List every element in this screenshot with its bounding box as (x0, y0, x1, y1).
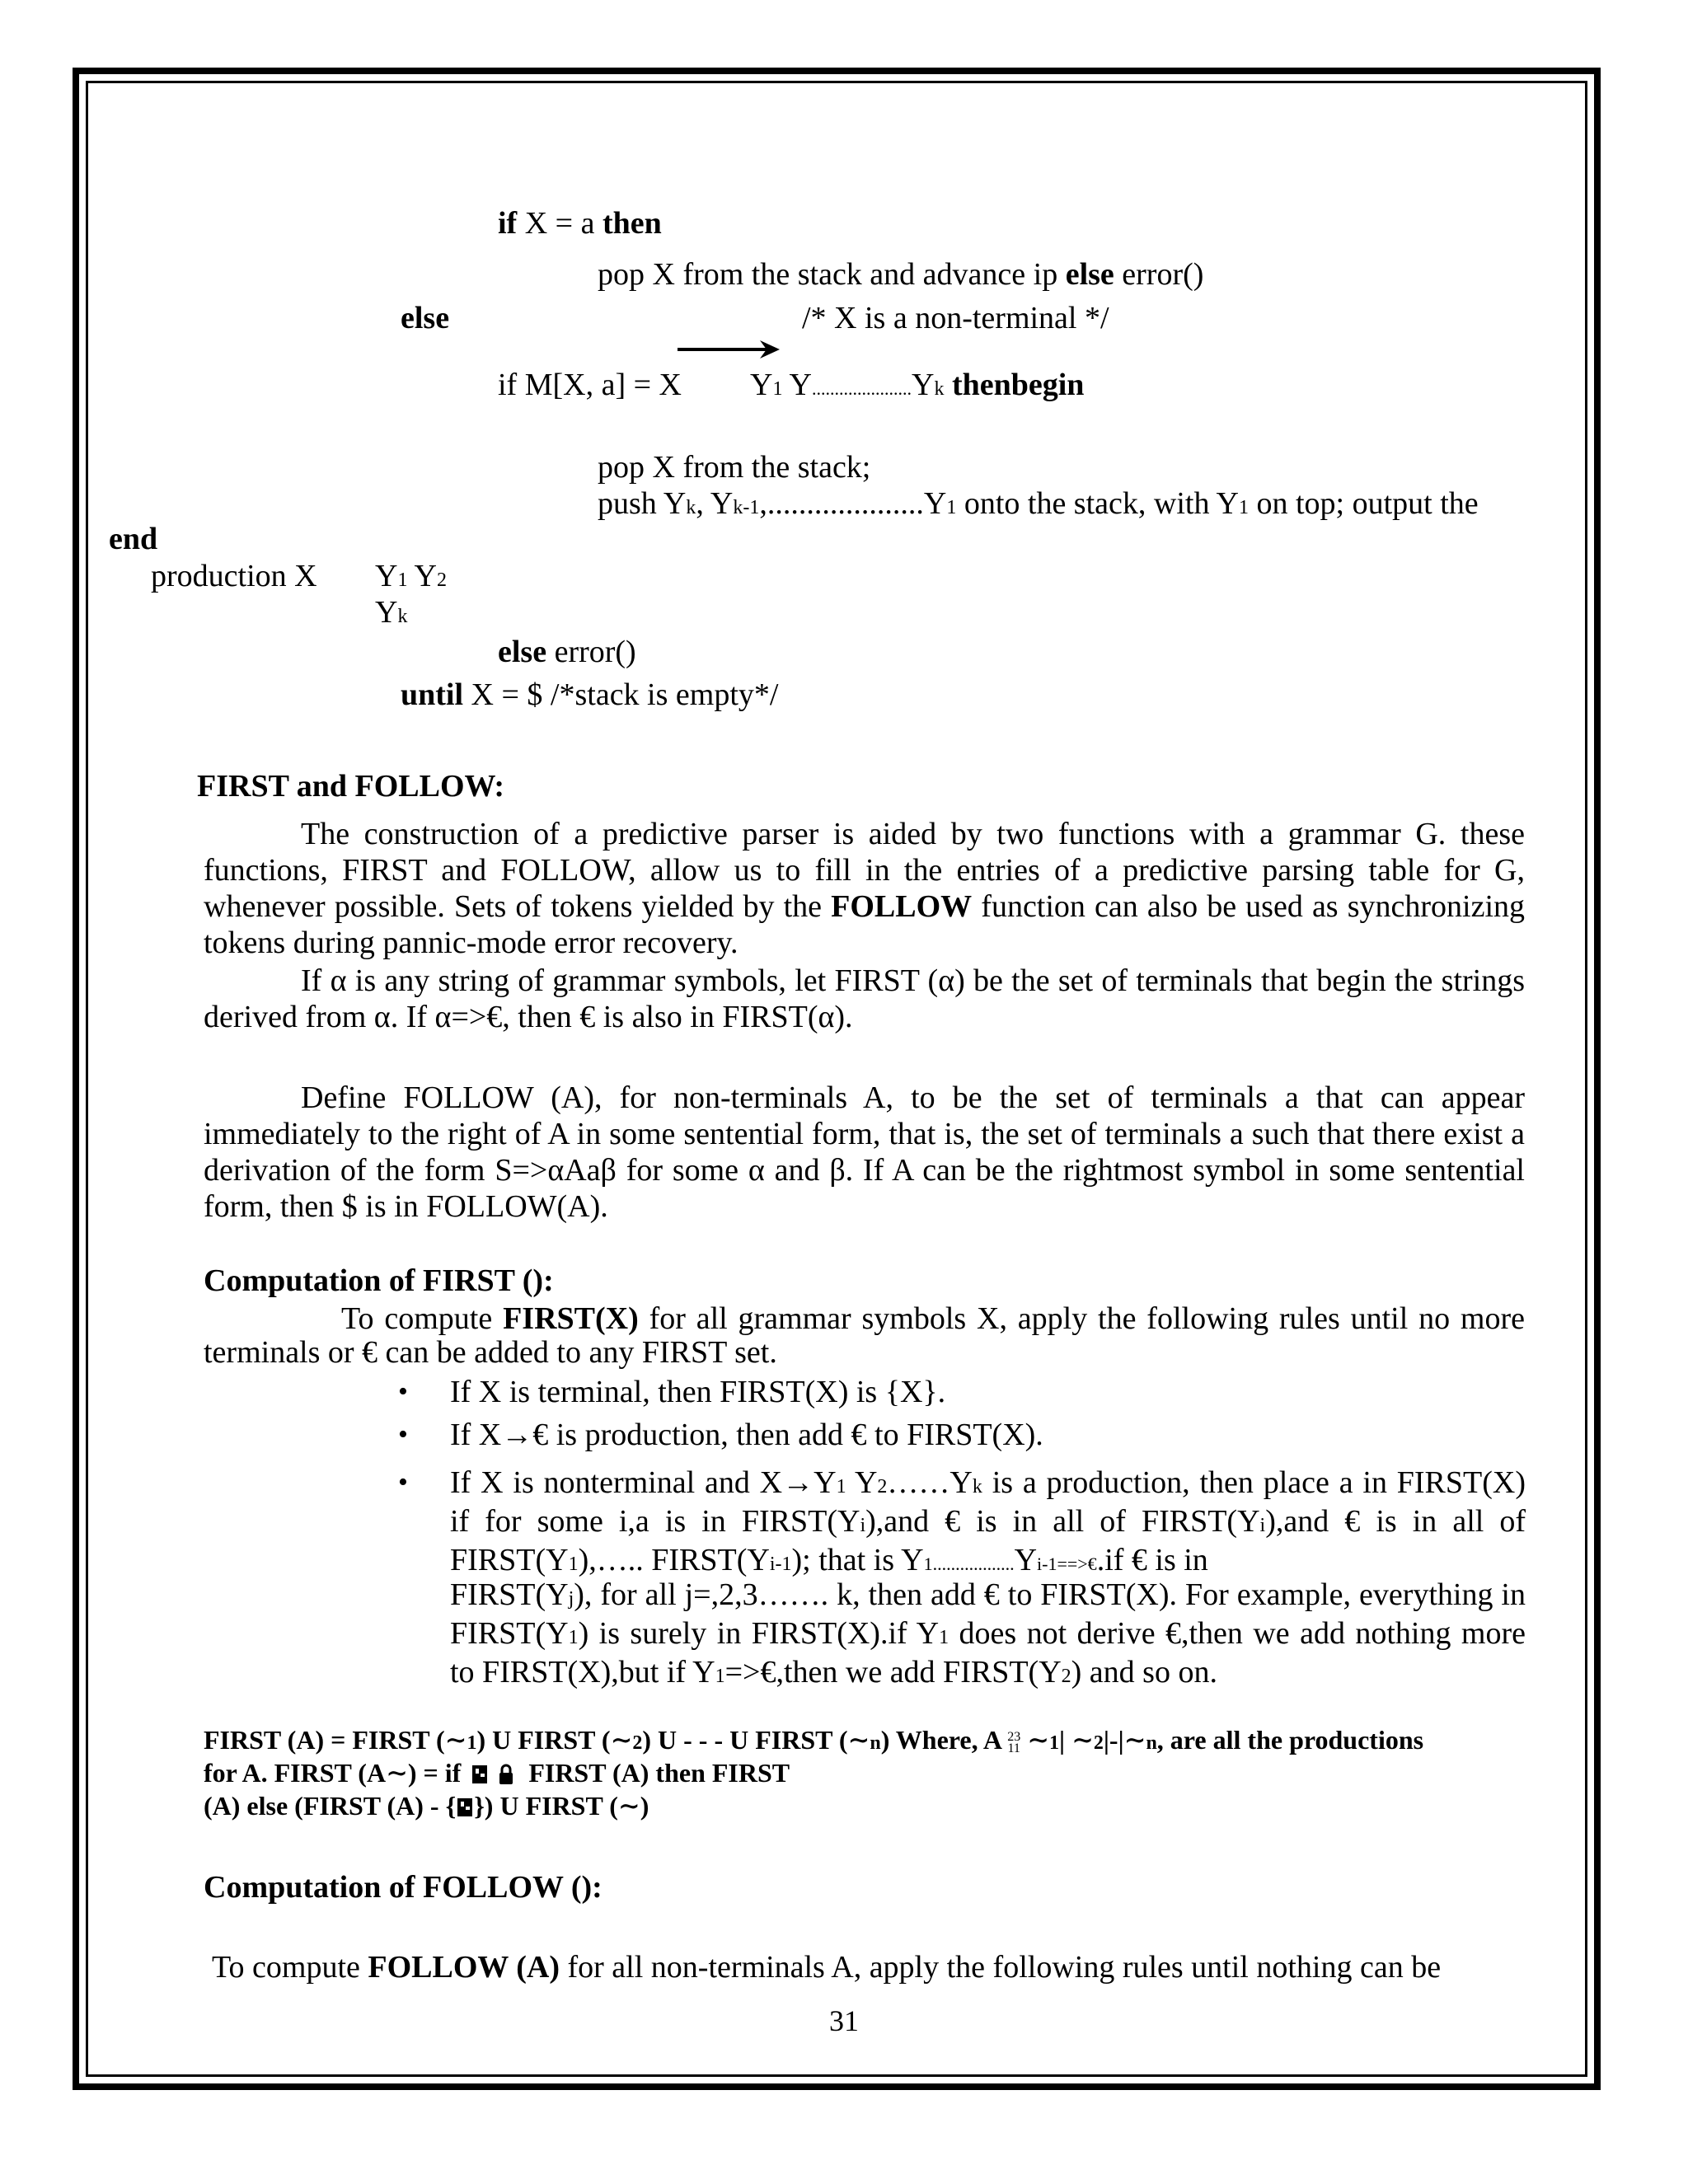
until-keyword: until (401, 677, 464, 712)
b3-i: Y (1014, 1543, 1038, 1577)
para1-text-b: function can also be used as synchronizing tokens during pannic-mode error recovery. (204, 889, 1525, 960)
para1-bold: FOLLOW (831, 889, 973, 924)
b3-s1f: 1 (715, 1666, 725, 1687)
prod-yk: Y (375, 595, 398, 630)
tilde-symbol: ∼ (617, 1791, 640, 1821)
b3-a: If X is nonterminal and X→Y (450, 1465, 837, 1500)
section-heading-computation-follow: Computation of FOLLOW (): (204, 1870, 603, 1905)
f1-s4: 1 (1049, 1732, 1060, 1754)
error-call: error() (1114, 257, 1204, 292)
push-text-d: onto the stack, with Y (956, 486, 1239, 521)
push-sub-k1: k-1 (733, 497, 760, 518)
bullet-item-epsilon: If X→€ is production, then add € to FIRST(X). (450, 1418, 1043, 1452)
section-heading-computation-first: Computation of FIRST (): (204, 1263, 554, 1298)
thenbegin-keyword: thenbegin (944, 368, 1085, 402)
algo-if-line (498, 206, 662, 242)
first-intro-a: To compute (341, 1301, 504, 1336)
para1-text-a: The construction of a predictive parser is aided by two functions with a grammar G. these functions, FIRST and FOLLOW, allow us to fill in the entries of a predictive parsing table for G, whenever possible. Sets of tokens yielded by the (204, 817, 1525, 924)
push-sub-1: 1 (946, 497, 957, 518)
f1-d: ) Where, A (880, 1725, 1008, 1755)
y1: Y (750, 368, 773, 402)
paragraph-follow-definition: Define FOLLOW (A), for non-terminals A, to be the set of terminals a that can appear immediately to the right of A in some sentential form, that is, the set of terminals a such that there exist a derivation of the form S=>αAaβ for some α and β. If A can be the rightmost symbol in some sentential form, then $ is in FOLLOW(A). (204, 1080, 1525, 1224)
b3-s1b: 1 (568, 1554, 579, 1575)
tilde-symbol: ∼ (1123, 1725, 1146, 1755)
f1-c: ) U - - - U FIRST ( (642, 1725, 848, 1755)
paragraph-intro (204, 816, 1525, 961)
end-keyword: end (109, 522, 158, 556)
paragraph-first-definition: If α is any string of grammar symbols, let FIRST (α) be the set of terminals that begin the strings derived from α. If α=>€, then € is also in FIRST(α). (204, 963, 1525, 1034)
paragraph-first-intro (204, 1302, 1525, 1370)
b3-sj: j (568, 1588, 574, 1610)
push-text-c: ,....................Y (759, 486, 947, 521)
algo-production-rhs (750, 368, 1084, 404)
algo-if-m-line (498, 368, 682, 404)
push-sub-1b: 1 (1238, 497, 1249, 518)
f1-sub11: 11 (1007, 1741, 1020, 1755)
tilde-symbol: ∼ (610, 1725, 633, 1755)
prod-yk-sub: k (397, 606, 408, 627)
lock-icon (497, 1762, 515, 1787)
tilde-symbol: ∼ (847, 1725, 870, 1755)
tilde-symbol: ∼ (1027, 1725, 1050, 1755)
y1-sub: 1 (772, 378, 783, 400)
garbled-glyph-icon (471, 1762, 489, 1787)
b3-c: ……Y (887, 1465, 973, 1500)
f1-s1: 1 (467, 1732, 477, 1754)
formula-line-2 (204, 1757, 790, 1788)
f2-b: ) = if (407, 1758, 468, 1788)
b3-s1c: 1.................. (923, 1554, 1015, 1574)
if-condition: X = a (517, 206, 603, 241)
f1-a: FIRST (A) = FIRST ( (204, 1725, 445, 1755)
else-keyword: else (401, 301, 450, 335)
bullet-icon: • (398, 1467, 408, 1497)
f1-sup23: 23 (1007, 1729, 1021, 1744)
b3-p: ) and so on. (1071, 1655, 1217, 1690)
push-line (598, 486, 1479, 523)
yk-sub: k (934, 378, 945, 400)
bullet-icon: • (398, 1376, 408, 1407)
f1-f: |-| (1103, 1725, 1124, 1755)
f1-e: | (1059, 1725, 1072, 1755)
prod-y1-sub: 1 (397, 569, 408, 591)
paragraph-follow-intro (212, 1950, 1441, 1986)
pop-stack-line: pop X from the stack; (598, 450, 871, 485)
bullet-item-nonterminal-cont (450, 1577, 1526, 1694)
b3-si2: i (1259, 1515, 1266, 1536)
until-condition: X = $ /*stack is empty*/ (463, 677, 779, 712)
follow-intro-a: To compute (212, 1950, 368, 1985)
f2-a: for A. FIRST (A (204, 1758, 387, 1788)
else-keyword-2: else (498, 635, 547, 669)
bullet-icon: • (398, 1419, 408, 1450)
b3-n: does not derive €,then we add nothing more to FIRST(X),but if Y (450, 1616, 1526, 1690)
b3-b: Y (846, 1465, 878, 1500)
f3-c: ) (640, 1791, 649, 1821)
b3-si1: i-1 (769, 1554, 792, 1575)
f1-s6: n (1146, 1732, 1157, 1754)
garbled-glyph-icon (456, 1795, 474, 1820)
b3-s2: 2 (877, 1476, 888, 1497)
else-error-line (498, 635, 636, 671)
b3-k: FIRST(Y (450, 1577, 569, 1612)
push-text-a: push Y (598, 486, 687, 521)
arrow-icon (678, 338, 781, 361)
b3-l: ), for all j=,2,3……. k, then add € to FIRST(X). For example, everything in FIRST(Y (450, 1577, 1526, 1651)
error-call-2: error() (546, 635, 636, 669)
stacked-numbers (1007, 1729, 1021, 1755)
f3-a: (A) else (FIRST (A) - { (204, 1791, 457, 1821)
f3-b: }) U FIRST ( (474, 1791, 618, 1821)
first-intro-b: for all grammar symbols X, apply the following rules until no more terminals or € can be added to any FIRST set. (204, 1301, 1525, 1370)
yk: Y (912, 368, 935, 402)
f1-s5: 2 (1093, 1732, 1104, 1754)
b3-s1: 1 (836, 1476, 846, 1497)
production-rhs-yk (375, 595, 407, 631)
push-sub-k: k (686, 497, 696, 518)
dots: ...................... (812, 378, 912, 399)
follow-intro-bold: FOLLOW (A) (368, 1950, 560, 1985)
push-text-e: on top; output the (1248, 486, 1479, 521)
formula-line-3 (204, 1790, 649, 1821)
b3-o: =>€,then we add FIRST(Y (724, 1655, 1062, 1690)
b3-si: i (860, 1515, 866, 1536)
y2: Y (782, 368, 812, 402)
page-number: 31 (829, 2004, 859, 2037)
bullet-item-terminal: If X is terminal, then FIRST(X) is {X}. (450, 1375, 946, 1409)
f1-g: , are all the productions (1156, 1725, 1424, 1755)
follow-intro-b: for all non-terminals A, apply the following rules until nothing can be (560, 1950, 1442, 1985)
b3-f: ),and € is in all of FIRST(Y (450, 1504, 1526, 1577)
prod-y2-sub: 2 (437, 569, 447, 591)
b3-d: is a production, then place a in FIRST(X) if for some i,a is in FIRST(Y (450, 1465, 1526, 1539)
b3-m: ) is surely in FIRST(X).if Y (578, 1616, 940, 1651)
until-line (401, 677, 778, 714)
f1-sn: n (870, 1732, 881, 1754)
b3-g: ),….. FIRST(Y (578, 1543, 770, 1577)
production-label: production X (151, 559, 317, 593)
then-keyword: then (602, 206, 662, 241)
prod-y1: Y (375, 559, 398, 593)
f1-b: ) U FIRST ( (476, 1725, 611, 1755)
tilde-symbol: ∼ (1071, 1725, 1094, 1755)
b3-h: ); that is Y (791, 1543, 924, 1577)
b3-e: ),and € is in all of FIRST(Y (865, 1504, 1260, 1539)
push-text-b: , Y (696, 486, 734, 521)
if-m-text: if M[X, a] = X (498, 368, 682, 402)
nonterminal-comment: /* X is a non-terminal */ (802, 301, 1109, 335)
else-keyword-inline: else (1065, 257, 1114, 292)
if-keyword: if (498, 206, 518, 241)
b3-s1d: 1 (568, 1627, 579, 1648)
b3-s2b: 2 (1061, 1666, 1071, 1687)
section-heading-first-follow: FIRST and FOLLOW: (197, 769, 505, 804)
f2-c: FIRST (A) then FIRST (522, 1758, 790, 1788)
production-rhs-y1y2 (375, 559, 447, 595)
b3-j: .if € is in (1096, 1543, 1208, 1577)
first-intro-bold: FIRST(X) (503, 1301, 639, 1336)
b3-s1e: 1 (939, 1627, 950, 1648)
f1-s2: 2 (632, 1732, 643, 1754)
b3-sk: k (972, 1476, 982, 1497)
b3-si1b: i-1==>€ (1037, 1554, 1097, 1574)
pop-advance-text: pop X from the stack and advance ip (598, 257, 1066, 292)
tilde-symbol: ∼ (444, 1725, 467, 1755)
formula-line-1 (204, 1724, 1423, 1759)
bullet-item-nonterminal (450, 1465, 1526, 1582)
prod-y2: Y (407, 559, 437, 593)
tilde-symbol: ∼ (386, 1758, 408, 1788)
algo-pop-advance-line (598, 257, 1203, 293)
